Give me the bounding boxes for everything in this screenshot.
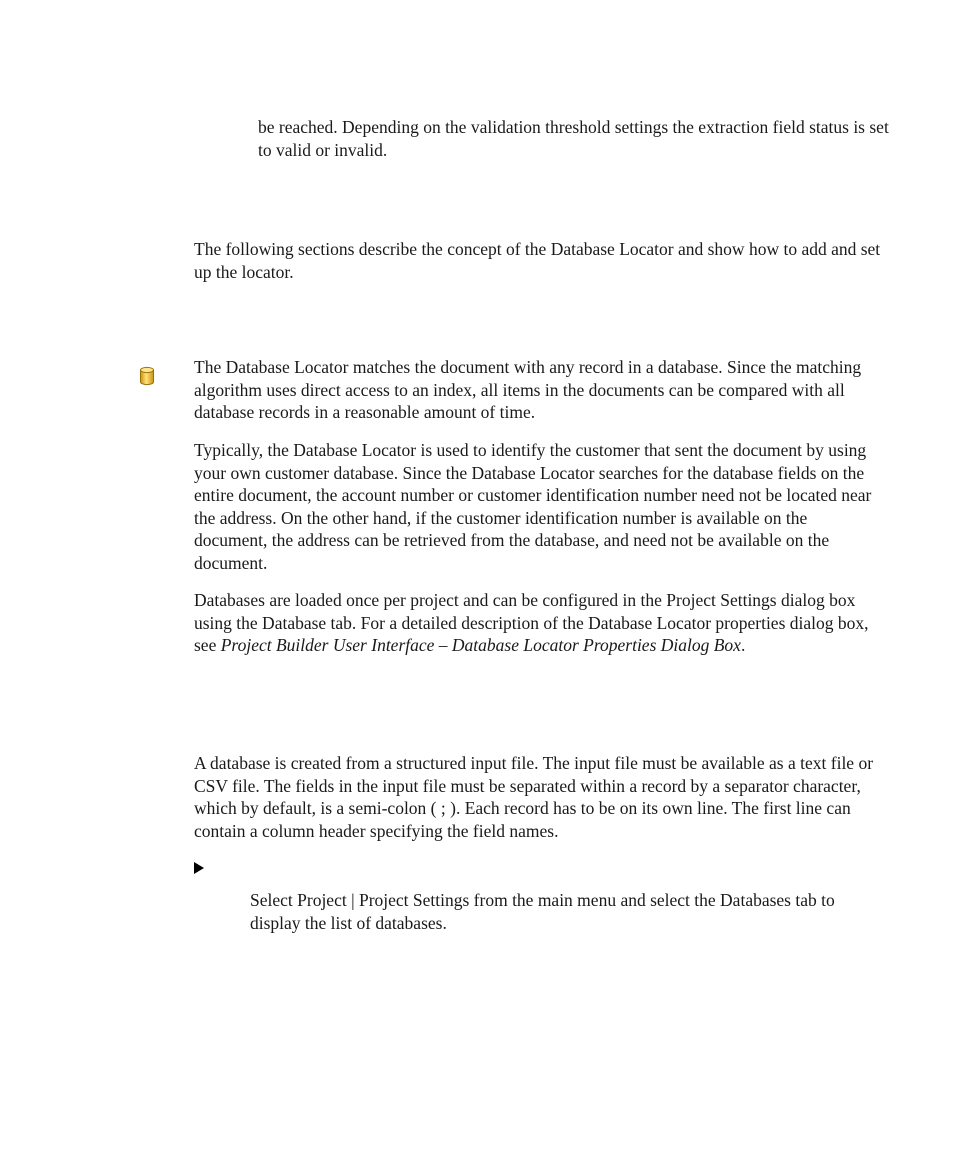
- create-database-paragraph: A database is created from a structured input file. The input file must be available as a text file or CSV file. The fields in the input file must be separated within a record by a separator character, which by default, is a semi-colon ( ; ). Each record has to be on its own line. The first line can contain a column header specifying the field names.: [194, 753, 874, 841]
- cross-reference-link[interactable]: Project Builder User Interface – Database Locator Properties Dialog Box: [220, 635, 741, 655]
- database-locator-paragraph-2: Typically, the Database Locator is used to identify the customer that sent the document by using your own customer database. Since the Database Locator searches for the database fields on the entire document, the account number or customer identification number need not be located near the address. On the other hand, if the customer identification number is available on the document, the address can be retrieved from the database, and need not be available on the document.: [194, 440, 872, 573]
- continuation-paragraph: be reached. Depending on the validation threshold settings the extraction field status is set to valid or invalid.: [258, 117, 889, 160]
- database-icon: [139, 366, 155, 386]
- intro-paragraph: The following sections describe the concept of the Database Locator and show how to add and set up the locator.: [194, 239, 881, 282]
- procedure-step-1: Select Project | Project Settings from the main menu and select the Databases tab to display the list of databases.: [250, 890, 835, 933]
- paragraph-3-end: .: [740, 635, 746, 655]
- triangle-right-icon: [194, 862, 204, 874]
- database-locator-paragraph-3: [194, 589, 884, 657]
- paragraph-3-text: Databases are loaded once per project and can be configured in the Project Settings dialog box using the Database tab. For a detailed description of the Database Locator properties dialog box, see: [194, 590, 869, 655]
- database-locator-paragraph-1: The Database Locator matches the document with any record in a database. Since the matching algorithm uses direct access to an index, all items in the documents can be compared with all database records in a reasonable amount of time.: [194, 357, 862, 422]
